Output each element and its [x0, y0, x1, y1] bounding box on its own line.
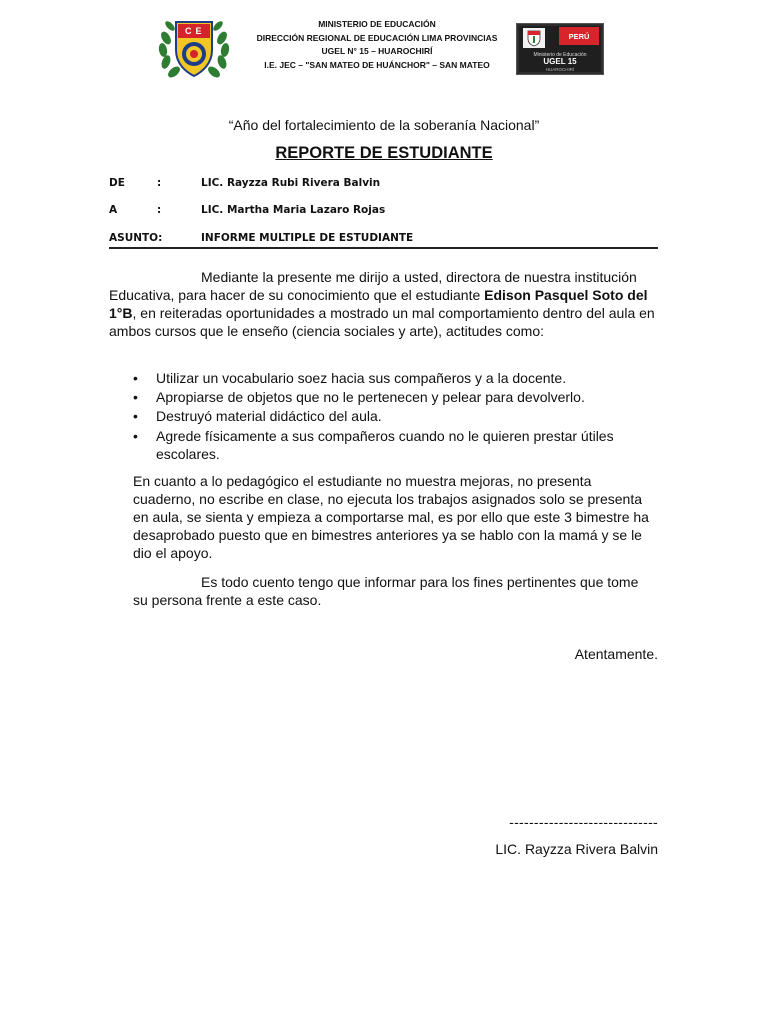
logo-ugel: UGEL 15: [543, 57, 577, 66]
meta-to-key: A: [109, 204, 118, 216]
logo-ministry: Ministerio de Educación: [533, 52, 587, 58]
document-title: REPORTE DE ESTUDIANTE: [275, 144, 493, 162]
intro-text-after: , en reiteradas oportunidades a mostrado un mal comportamiento dentro del aula en ambos cursos que le enseño (ciencia sociales y arte), actitudes como:: [109, 305, 655, 339]
bullet-icon: •: [133, 389, 138, 405]
ugel-logo: [516, 23, 604, 75]
signature-line: ------------------------------: [509, 814, 658, 830]
bullet-icon: •: [133, 370, 138, 386]
intro-text-before: Mediante la presente me dirijo a usted, directora de nuestra institución Educativa, para hacer de su conocimiento que el estudiante: [109, 269, 637, 303]
final-paragraph-text: Es todo cuento tengo que informar para los fines pertinentes que tome su persona frente a este caso.: [133, 574, 639, 608]
intro-paragraph: [109, 268, 659, 340]
final-paragraph: [133, 573, 653, 609]
header-regional-direction: DIRECCIÓN REGIONAL DE EDUCACIÓN LIMA PROVINCIAS: [256, 33, 498, 43]
meta-subject-key: ASUNTO:: [109, 232, 163, 244]
peru-label: PERÚ: [559, 27, 599, 45]
peru-shield-icon: [523, 28, 545, 48]
header-school: I.E. JEC – "SAN MATEO DE HUÁNCHOR" – SAN MATEO: [264, 60, 490, 70]
meta-from-value: LIC. Rayzza Rubi Rivera Balvin: [201, 177, 381, 189]
meta-from-key: DE: [109, 177, 125, 189]
crest-text: CE: [185, 26, 206, 36]
meta-subject-value: INFORME MULTIPLE DE ESTUDIANTE: [201, 232, 414, 244]
bullet-icon: •: [133, 408, 138, 424]
school-crest-logo: [158, 16, 230, 80]
logo-location: HUAROCHIRÍ: [545, 67, 575, 72]
header-ministry: MINISTERIO DE EDUCACIÓN: [318, 19, 436, 29]
header-divider: [109, 247, 658, 249]
meta-to-value: LIC. Martha Maria Lazaro Rojas: [201, 204, 386, 216]
year-motto: “Año del fortalecimiento de la soberanía Nacional”: [228, 117, 540, 133]
pedagogical-paragraph: En cuanto a lo pedagógico el estudiante no muestra mejoras, no presenta cuaderno, no escribe en clase, no ejecuta los trabajos asignados solo se presenta en aula, se sienta y empieza a comportarse mal, es por ello que este 3 bimestre ha desaprobado puesto que en bimestres anteriores ya se hablo con la mamá y se le dio el apoyo.: [133, 473, 649, 561]
bullet-icon: •: [133, 428, 138, 444]
meta-to-colon: :: [157, 204, 162, 216]
header-ugel: UGEL N° 15 – HUAROCHIRÍ: [321, 46, 433, 56]
meta-from-colon: :: [157, 177, 162, 189]
student-name: Edison Pasquel Soto del 1°B: [109, 287, 648, 321]
closing-salutation: Atentamente.: [574, 646, 658, 662]
signature-name: LIC. Rayzza Rivera Balvin: [495, 841, 658, 857]
